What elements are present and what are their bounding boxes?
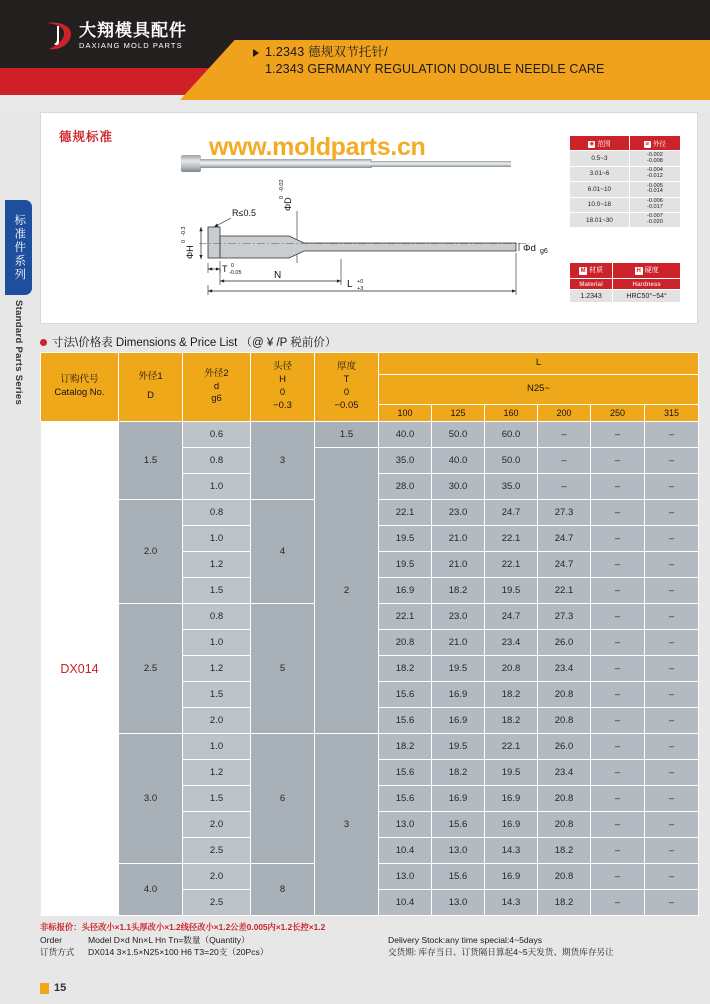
price-cell-200: 20.8 — [538, 682, 591, 708]
tolerance-range: 0.5~3 — [570, 151, 630, 166]
price-cell-125: 13.0 — [432, 838, 485, 864]
figure-panel — [40, 112, 698, 324]
price-cell-125: 19.5 — [432, 656, 485, 682]
svg-text:ΦH: ΦH — [185, 245, 195, 259]
sidebar-tab-standard-parts[interactable] — [5, 200, 32, 295]
price-cell-100: 13.0 — [379, 812, 432, 838]
price-cell-100: 22.1 — [379, 500, 432, 526]
price-cell-100: 10.4 — [379, 838, 432, 864]
outer-diameter-2-cell: 2.5 — [183, 890, 251, 916]
price-cell-100: 10.4 — [379, 890, 432, 916]
photo-head — [181, 155, 201, 172]
svg-text:N: N — [274, 270, 282, 281]
price-cell-100: 18.2 — [379, 734, 432, 760]
order-footer — [40, 921, 698, 959]
price-cell-315: – — [645, 838, 699, 864]
price-cell-315: – — [645, 760, 699, 786]
outer-diameter-2-cell: 2.0 — [183, 708, 251, 734]
sidebar-tab-english — [5, 300, 32, 410]
price-cell-315: – — [645, 812, 699, 838]
tolerance-value: -0.007 -0.020 — [629, 212, 680, 227]
outer-diameter-1-cell: 4.0 — [119, 864, 183, 916]
outer-diameter-1-cell: 1.5 — [119, 422, 183, 500]
price-cell-100: 28.0 — [379, 474, 432, 500]
price-cell-100: 19.5 — [379, 526, 432, 552]
price-cell-125: 30.0 — [432, 474, 485, 500]
material-header-row — [570, 263, 681, 279]
price-cell-125: 16.9 — [432, 682, 485, 708]
price-cell-125: 23.0 — [432, 500, 485, 526]
tolerance-range: 3.01~6 — [570, 166, 630, 181]
price-cell-125: 13.0 — [432, 890, 485, 916]
logo-text-en: DAXIANG MOLD PARTS — [79, 41, 183, 51]
price-cell-200: 20.8 — [538, 708, 591, 734]
price-cell-200: 26.0 — [538, 630, 591, 656]
price-cell-100: 40.0 — [379, 422, 432, 448]
svg-text:-0.3: -0.3 — [181, 226, 187, 236]
header-length-100: 100 — [379, 405, 432, 422]
price-cell-250: – — [591, 500, 645, 526]
price-cell-200: 18.2 — [538, 838, 591, 864]
header-outer-diameter-2: 外径2 d g6 — [183, 353, 251, 422]
head-diameter-cell: 4 — [251, 500, 315, 604]
header-black-overlay — [205, 0, 710, 40]
price-cell-200: 23.4 — [538, 656, 591, 682]
header-length-sub: N25~ — [379, 375, 699, 405]
table-row — [570, 197, 681, 212]
thickness-cell: 2 — [315, 448, 379, 734]
price-cell-160: 35.0 — [485, 474, 538, 500]
price-cell-250: – — [591, 760, 645, 786]
price-cell-100: 15.6 — [379, 682, 432, 708]
svg-text:-0.02: -0.02 — [279, 179, 285, 192]
thickness-cell: 3 — [315, 734, 379, 916]
price-cell-160: 22.1 — [485, 734, 538, 760]
footer-delivery-en: Delivery Stock:any time special:4~5days — [388, 934, 543, 945]
price-cell-160: 19.5 — [485, 578, 538, 604]
head-diameter-cell: 3 — [251, 422, 315, 500]
material-header: M 材质 — [570, 263, 613, 279]
engineering-drawing — [171, 179, 571, 308]
price-cell-100: 35.0 — [379, 448, 432, 474]
tolerance-table — [569, 135, 681, 228]
price-cell-160: 22.1 — [485, 552, 538, 578]
outer-diameter-2-cell: 1.0 — [183, 526, 251, 552]
svg-text:T: T — [222, 264, 228, 274]
price-cell-315: – — [645, 864, 699, 890]
outer-diameter-2-cell: 1.2 — [183, 552, 251, 578]
price-cell-125: 21.0 — [432, 526, 485, 552]
price-cell-315: – — [645, 422, 699, 448]
price-cell-315: – — [645, 630, 699, 656]
price-cell-200: – — [538, 474, 591, 500]
price-cell-200: 20.8 — [538, 864, 591, 890]
head-diameter-cell: 8 — [251, 864, 315, 916]
material-label-en: Material — [570, 278, 613, 290]
price-cell-125: 19.5 — [432, 734, 485, 760]
price-cell-315: – — [645, 552, 699, 578]
price-cell-200: – — [538, 422, 591, 448]
price-cell-125: 15.6 — [432, 864, 485, 890]
price-cell-125: 15.6 — [432, 812, 485, 838]
hardness-value: HRC50°~54° — [613, 290, 681, 303]
table-row — [570, 151, 681, 166]
price-cell-160: 24.7 — [485, 500, 538, 526]
svg-text:L: L — [347, 279, 353, 290]
table-row — [570, 278, 681, 290]
footer-order-cn-row — [40, 946, 698, 959]
outer-diameter-2-cell: 0.8 — [183, 604, 251, 630]
price-cell-250: – — [591, 734, 645, 760]
price-cell-160: 14.3 — [485, 838, 538, 864]
price-cell-315: – — [645, 578, 699, 604]
dimensions-price-table — [40, 352, 699, 916]
price-cell-315: – — [645, 604, 699, 630]
price-cell-315: – — [645, 708, 699, 734]
svg-text:+3: +3 — [357, 286, 364, 292]
tolerance-header-outer: ⌀ 外径 — [629, 136, 680, 151]
price-cell-160: 14.3 — [485, 890, 538, 916]
footer-order-model-en: Model D×d Nn×L Hn Tn=数量（Quantity） — [88, 934, 250, 945]
outer-diameter-2-cell: 0.6 — [183, 422, 251, 448]
footer-order-en-row — [40, 934, 698, 947]
dimensions-table-body — [41, 422, 699, 916]
table-row — [570, 212, 681, 227]
price-cell-160: 50.0 — [485, 448, 538, 474]
price-cell-100: 13.0 — [379, 864, 432, 890]
outer-diameter-2-cell: 2.5 — [183, 838, 251, 864]
footer-order-model-cn: DX014 3×1.5×N25×100 H6 T3=20支（20Pcs） — [88, 947, 269, 958]
head-diameter-cell: 5 — [251, 604, 315, 734]
price-cell-160: 18.2 — [485, 708, 538, 734]
footer-order-label-cn: 订货方式 — [40, 947, 75, 958]
svg-text:0: 0 — [231, 263, 235, 269]
page-title-en: 1.2343 GERMANY REGULATION DOUBLE NEEDLE CARE — [265, 61, 605, 76]
thickness-cell: 1.5 — [315, 422, 379, 448]
price-cell-200: 18.2 — [538, 890, 591, 916]
price-cell-160: 16.9 — [485, 812, 538, 838]
price-cell-200: – — [538, 448, 591, 474]
price-cell-160: 19.5 — [485, 760, 538, 786]
svg-text:0: 0 — [181, 239, 187, 243]
price-cell-100: 15.6 — [379, 708, 432, 734]
price-cell-250: – — [591, 552, 645, 578]
price-cell-250: – — [591, 578, 645, 604]
price-cell-250: – — [591, 682, 645, 708]
outer-diameter-icon: ⌀ — [645, 140, 649, 147]
price-cell-200: 27.3 — [538, 500, 591, 526]
outer-diameter-2-cell: 1.0 — [183, 630, 251, 656]
outer-diameter-2-cell: 0.8 — [183, 448, 251, 474]
price-cell-100: 15.6 — [379, 760, 432, 786]
price-cell-250: – — [591, 838, 645, 864]
table-row — [41, 422, 699, 448]
sidebar-tab-label-en: Standard Parts Series — [13, 300, 24, 406]
header-length-125: 125 — [432, 405, 485, 422]
price-cell-125: 16.9 — [432, 786, 485, 812]
price-cell-160: 22.1 — [485, 526, 538, 552]
price-cell-315: – — [645, 890, 699, 916]
header-length-group: L — [379, 353, 699, 375]
price-cell-200: 20.8 — [538, 786, 591, 812]
outer-diameter-2-cell: 1.2 — [183, 760, 251, 786]
outer-diameter-1-cell: 3.0 — [119, 734, 183, 864]
material-value: 1.2343 — [570, 290, 613, 303]
outer-diameter-2-cell: 0.8 — [183, 500, 251, 526]
tolerance-header-range: ◉ 范围 — [570, 136, 630, 151]
price-cell-160: 60.0 — [485, 422, 538, 448]
figure-standard-label: 德规标准 — [59, 130, 114, 144]
price-cell-250: – — [591, 708, 645, 734]
header-length-315: 315 — [645, 405, 699, 422]
header-length-200: 200 — [538, 405, 591, 422]
price-cell-125: 21.0 — [432, 552, 485, 578]
page-title-cn: 1.2343 德规双节托针/ — [265, 45, 388, 59]
price-cell-250: – — [591, 474, 645, 500]
price-cell-200: 23.4 — [538, 760, 591, 786]
price-cell-315: – — [645, 786, 699, 812]
head-diameter-cell: 6 — [251, 734, 315, 864]
price-cell-125: 18.2 — [432, 578, 485, 604]
outer-diameter-2-cell: 2.0 — [183, 864, 251, 890]
outer-diameter-2-cell: 1.0 — [183, 474, 251, 500]
price-cell-250: – — [591, 890, 645, 916]
sidebar-tab-label-cn: 标准件系列 — [13, 213, 26, 282]
price-cell-250: – — [591, 448, 645, 474]
outer-diameter-2-cell: 1.5 — [183, 682, 251, 708]
page-content — [40, 112, 698, 959]
dimensions-heading-text: 寸法\价格表 Dimensions & Price List （@ ¥ /P 税前价） — [52, 337, 337, 349]
bullet-dot-icon — [40, 339, 47, 346]
price-cell-200: 24.7 — [538, 526, 591, 552]
price-cell-250: – — [591, 526, 645, 552]
price-cell-315: – — [645, 474, 699, 500]
svg-text:R≤0.5: R≤0.5 — [232, 208, 256, 218]
tolerance-value: -0.004 -0.012 — [629, 166, 680, 181]
footer-nonstandard-note: 非标报价：头径改小×1.1头厚改小×1.2线径改小×1.2公差0.005内×1.2长控×1.2 — [40, 922, 326, 933]
price-cell-125: 18.2 — [432, 760, 485, 786]
price-cell-250: – — [591, 864, 645, 890]
page-number — [40, 982, 66, 994]
tolerance-value: -0.006 -0.017 — [629, 197, 680, 212]
table-row — [570, 166, 681, 181]
svg-text:g6: g6 — [540, 248, 548, 255]
price-cell-160: 16.9 — [485, 864, 538, 890]
price-cell-250: – — [591, 630, 645, 656]
tolerance-value: -0.002 -0.008 — [629, 151, 680, 166]
price-cell-200: 27.3 — [538, 604, 591, 630]
price-cell-250: – — [591, 786, 645, 812]
table-row — [41, 734, 699, 760]
price-cell-125: 16.9 — [432, 708, 485, 734]
price-cell-160: 18.2 — [485, 682, 538, 708]
page-header — [0, 0, 710, 110]
table-header-row-1 — [41, 353, 699, 375]
price-cell-100: 16.9 — [379, 578, 432, 604]
table-row — [570, 182, 681, 197]
price-cell-200: 26.0 — [538, 734, 591, 760]
logo-text-cn: 大翔模具配件 — [79, 21, 187, 41]
price-cell-200: 20.8 — [538, 812, 591, 838]
company-logo — [44, 20, 187, 52]
svg-text:ΦD: ΦD — [283, 197, 293, 211]
svg-text:+0: +0 — [357, 279, 364, 285]
price-cell-315: – — [645, 526, 699, 552]
hardness-label-en: Hardness — [613, 278, 681, 290]
hardness-header: H 硬度 — [613, 263, 681, 279]
price-cell-160: 16.9 — [485, 786, 538, 812]
watermark-text: www.moldparts.cn — [209, 133, 426, 161]
svg-text:0: 0 — [279, 195, 285, 199]
tolerance-value: -0.005 -0.014 — [629, 182, 680, 197]
dimensions-price-heading — [40, 332, 698, 352]
footer-delivery-cn: 交货期: 库存当日、订货隔日算起4~5天发货、期货库存另让 — [388, 947, 614, 958]
price-cell-100: 18.2 — [379, 656, 432, 682]
tolerance-range: 18.01~30 — [570, 212, 630, 227]
outer-diameter-2-cell: 1.5 — [183, 578, 251, 604]
outer-diameter-2-cell: 1.5 — [183, 786, 251, 812]
outer-diameter-2-cell: 1.2 — [183, 656, 251, 682]
price-cell-315: – — [645, 500, 699, 526]
title-bullet-icon — [253, 49, 259, 57]
header-length-160: 160 — [485, 405, 538, 422]
header-thickness: 厚度 T 0 −0.05 — [315, 353, 379, 422]
price-cell-250: – — [591, 656, 645, 682]
price-cell-125: 40.0 — [432, 448, 485, 474]
price-cell-100: 19.5 — [379, 552, 432, 578]
price-cell-250: – — [591, 604, 645, 630]
table-row — [570, 290, 681, 303]
svg-text:-0.05: -0.05 — [229, 270, 242, 276]
logo-d-mark-icon — [44, 20, 74, 52]
price-cell-125: 50.0 — [432, 422, 485, 448]
price-cell-200: 22.1 — [538, 578, 591, 604]
price-cell-200: 24.7 — [538, 552, 591, 578]
price-cell-160: 23.4 — [485, 630, 538, 656]
price-cell-250: – — [591, 422, 645, 448]
price-cell-315: – — [645, 448, 699, 474]
range-icon: ◉ — [589, 140, 595, 147]
outer-diameter-2-cell: 2.0 — [183, 812, 251, 838]
price-cell-160: 24.7 — [485, 604, 538, 630]
header-length-250: 250 — [591, 405, 645, 422]
price-cell-125: 21.0 — [432, 630, 485, 656]
tolerance-range: 6.01~10 — [570, 182, 630, 197]
outer-diameter-1-cell: 2.5 — [119, 604, 183, 734]
header-head-diameter: 头径 H 0 −0.3 — [251, 353, 315, 422]
price-cell-100: 22.1 — [379, 604, 432, 630]
page-number-text: 15 — [54, 982, 67, 994]
price-cell-100: 20.8 — [379, 630, 432, 656]
catalog-no-cell: DX014 — [41, 422, 119, 916]
header-catalog-no: 订购代号 Catalog No. — [41, 353, 119, 422]
header-outer-diameter-1: 外径1 D — [119, 353, 183, 422]
price-cell-125: 23.0 — [432, 604, 485, 630]
outer-diameter-1-cell: 2.0 — [119, 500, 183, 604]
footer-order-label-en: Order — [40, 934, 62, 945]
price-cell-315: – — [645, 656, 699, 682]
price-cell-250: – — [591, 812, 645, 838]
material-mark-icon: M — [580, 267, 586, 274]
hardness-mark-icon: H — [636, 267, 641, 274]
svg-text:Φd: Φd — [523, 243, 536, 254]
tolerance-header-row — [570, 136, 681, 151]
tolerance-range: 10.0~18 — [570, 197, 630, 212]
price-cell-315: – — [645, 682, 699, 708]
material-hardness-table — [569, 262, 681, 303]
outer-diameter-2-cell: 1.0 — [183, 734, 251, 760]
price-cell-160: 20.8 — [485, 656, 538, 682]
page-title — [265, 44, 705, 77]
price-cell-315: – — [645, 734, 699, 760]
page-number-marker-icon — [40, 983, 49, 994]
price-cell-100: 15.6 — [379, 786, 432, 812]
